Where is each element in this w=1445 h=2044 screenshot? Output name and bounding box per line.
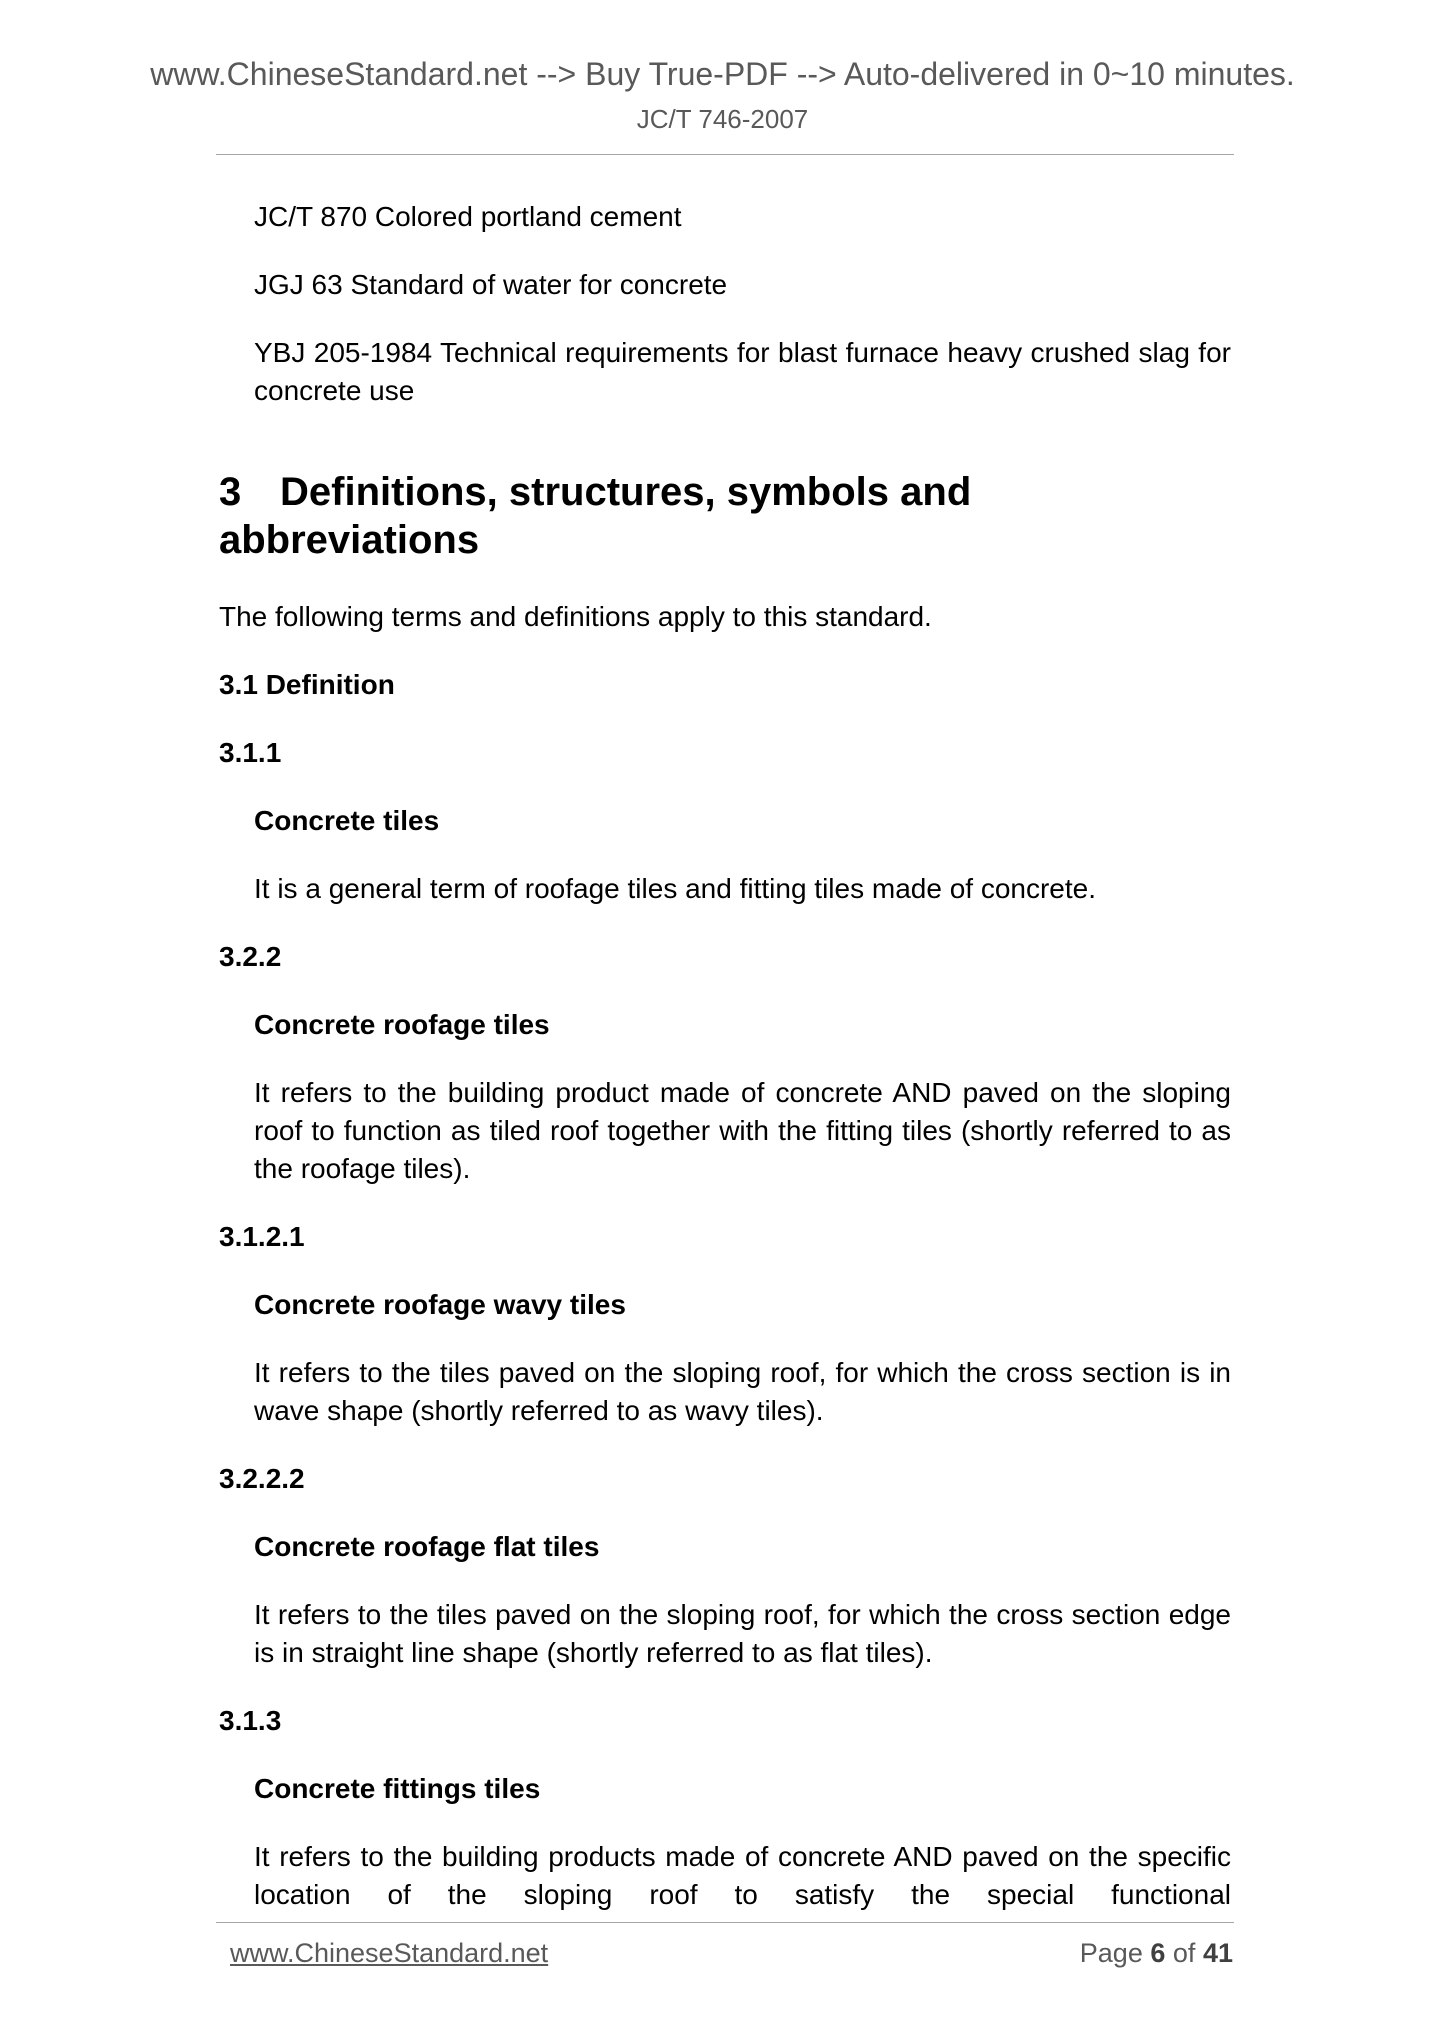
footer-divider	[216, 1922, 1234, 1923]
definition-term: Concrete roofage wavy tiles	[254, 1289, 626, 1320]
section-title: Definitions, structures, symbols and abbreviations	[219, 470, 972, 562]
reference-item: JGJ 63 Standard of water for concrete	[254, 269, 728, 300]
total-pages: 41	[1202, 1938, 1233, 1968]
definition-text: It refers to the tiles paved on the sloping roof, for which the cross section edge is in straight line shape (shortly referred to as flat tiles).	[254, 1599, 1231, 1668]
definition-text: It is a general term of roofage tiles and fitting tiles made of concrete.	[254, 873, 1096, 904]
definition-term: Concrete tiles	[254, 805, 440, 836]
reference-item: JC/T 870 Colored portland cement	[254, 201, 682, 232]
header-divider	[216, 154, 1234, 155]
subsection-heading: 3.1 Definition	[219, 669, 395, 700]
reference-item: YBJ 205-1984 Technical requirements for blast furnace heavy crushed slag for concrete use	[254, 337, 1231, 406]
definition-term: Concrete roofage flat tiles	[254, 1531, 600, 1562]
section-intro: The following terms and definitions apply to this standard.	[219, 601, 932, 632]
definition-term: Concrete fittings tiles	[254, 1773, 541, 1804]
definition-number: 3.1.2.1	[219, 1221, 305, 1252]
section-number: 3	[219, 470, 242, 514]
page-of: of	[1172, 1938, 1196, 1968]
definition-number: 3.2.2	[219, 941, 282, 972]
header-banner: www.ChineseStandard.net --> Buy True-PDF --> Auto-delivered in 0~10 minutes.	[150, 56, 1295, 92]
page-indicator	[1080, 1940, 1233, 1967]
page-prefix: Page	[1079, 1938, 1143, 1968]
definition-text: It refers to the building product made of concrete AND paved on the sloping roof to function as tiled roof together with the fitting tiles (shortly referred to as the roofage tiles).	[254, 1077, 1231, 1184]
definition-text: It refers to the building products made of concrete AND paved on the specific location of the sloping roof to satisfy the special functional	[254, 1841, 1231, 1910]
definition-number: 3.2.2.2	[219, 1463, 305, 1494]
section-heading	[219, 468, 1231, 564]
page-content	[219, 198, 1231, 1914]
standard-code: JC/T 746-2007	[636, 104, 809, 134]
definition-term: Concrete roofage tiles	[254, 1009, 550, 1040]
current-page: 6	[1150, 1938, 1166, 1968]
definition-text: It refers to the tiles paved on the sloping roof, for which the cross section is in wave shape (shortly referred to as wavy tiles).	[254, 1357, 1231, 1426]
definition-number: 3.1.3	[219, 1705, 282, 1736]
footer-site-link[interactable]: www.ChineseStandard.net	[230, 1938, 549, 1968]
definition-number: 3.1.1	[219, 737, 282, 768]
